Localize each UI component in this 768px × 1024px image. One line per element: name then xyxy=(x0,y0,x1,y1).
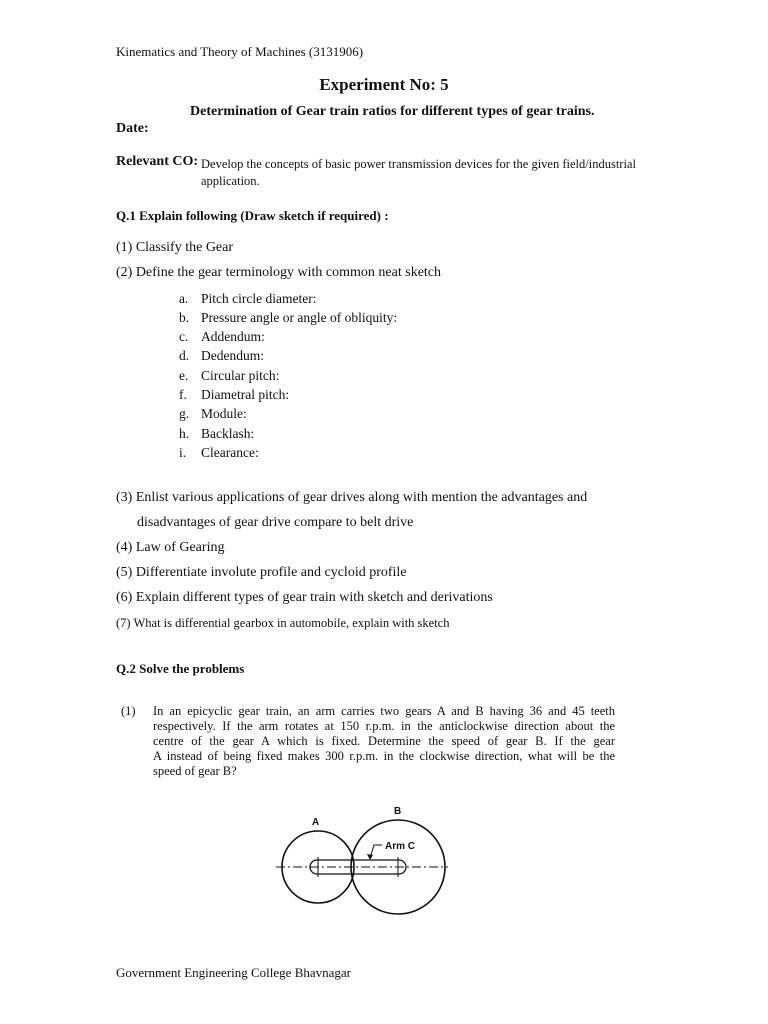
arm-c-label: Arm C xyxy=(385,841,416,852)
epicyclic-gear-diagram xyxy=(270,800,460,925)
problem-text-line: speed of gear B? xyxy=(153,764,237,778)
q1-item-1: (1) Classify the Gear xyxy=(116,240,234,255)
term-letter: c. xyxy=(179,329,189,344)
problem-number: (1) xyxy=(121,704,136,718)
q1-item-6: (6) Explain different types of gear train with sketch and derivations xyxy=(116,590,493,605)
q1-item-3-line1: (3) Enlist various applications of gear drives along with mention the advantages and xyxy=(116,490,588,505)
term-text: Dedendum: xyxy=(201,348,264,363)
term-text: Diametral pitch: xyxy=(201,387,290,402)
q1-item-4: (4) Law of Gearing xyxy=(116,540,225,555)
q1-item-2: (2) Define the gear terminology with common neat sketch xyxy=(116,265,442,280)
problem-text-line: respectively. If the arm rotates at 150 r.p.m. in the anticlockwise direction about the xyxy=(153,719,615,733)
term-text: Addendum: xyxy=(201,329,265,344)
term-letter: d. xyxy=(179,348,190,363)
experiment-title: Experiment No: 5 xyxy=(319,75,449,94)
page-header: Kinematics and Theory of Machines (3131906) xyxy=(116,44,364,59)
term-letter: i. xyxy=(179,445,187,460)
q1-item-3-line2: disadvantages of gear drive compare to belt drive xyxy=(137,515,414,530)
term-letter: b. xyxy=(179,310,190,325)
term-text: Backlash: xyxy=(201,426,255,441)
term-letter: e. xyxy=(179,368,189,383)
problem-text-line: centre of the gear A which is fixed. Determine the speed of gear B. If the gear xyxy=(153,734,615,748)
page-footer: Government Engineering College Bhavnagar xyxy=(116,965,352,980)
term-letter: f. xyxy=(179,387,187,402)
term-letter: a. xyxy=(179,291,189,306)
term-letter: g. xyxy=(179,406,190,421)
relevant-co-text-line2: application. xyxy=(201,174,260,188)
q1-heading: Q.1 Explain following (Draw sketch if required) : xyxy=(116,208,389,223)
arm-c-arrowhead xyxy=(367,854,373,860)
term-text: Pitch circle diameter: xyxy=(201,291,317,306)
problem-text-line: In an epicyclic gear train, an arm carries two gears A and B having 36 and 45 teeth xyxy=(153,704,615,718)
experiment-subtitle: Determination of Gear train ratios for different types of gear trains. xyxy=(190,104,595,119)
problem-text-line: A instead of being fixed makes 300 r.p.m. in the clockwise direction, what will be the xyxy=(153,749,615,763)
gear-b-label: B xyxy=(394,806,402,817)
term-text: Pressure angle or angle of obliquity: xyxy=(201,310,398,325)
q2-heading: Q.2 Solve the problems xyxy=(116,661,245,676)
term-letter: h. xyxy=(179,426,190,441)
relevant-co-label: Relevant CO: xyxy=(116,154,199,169)
relevant-co-text-line1: Develop the concepts of basic power transmission devices for the given field/industrial xyxy=(201,157,636,171)
q1-item-7: (7) What is differential gearbox in automobile, explain with sketch xyxy=(116,616,450,630)
term-text: Module: xyxy=(201,406,247,421)
q1-item-5: (5) Differentiate involute profile and cycloid profile xyxy=(116,565,407,580)
term-text: Circular pitch: xyxy=(201,368,280,383)
gear-a-label: A xyxy=(312,817,320,828)
date-label: Date: xyxy=(116,121,149,136)
term-text: Clearance: xyxy=(201,445,259,460)
